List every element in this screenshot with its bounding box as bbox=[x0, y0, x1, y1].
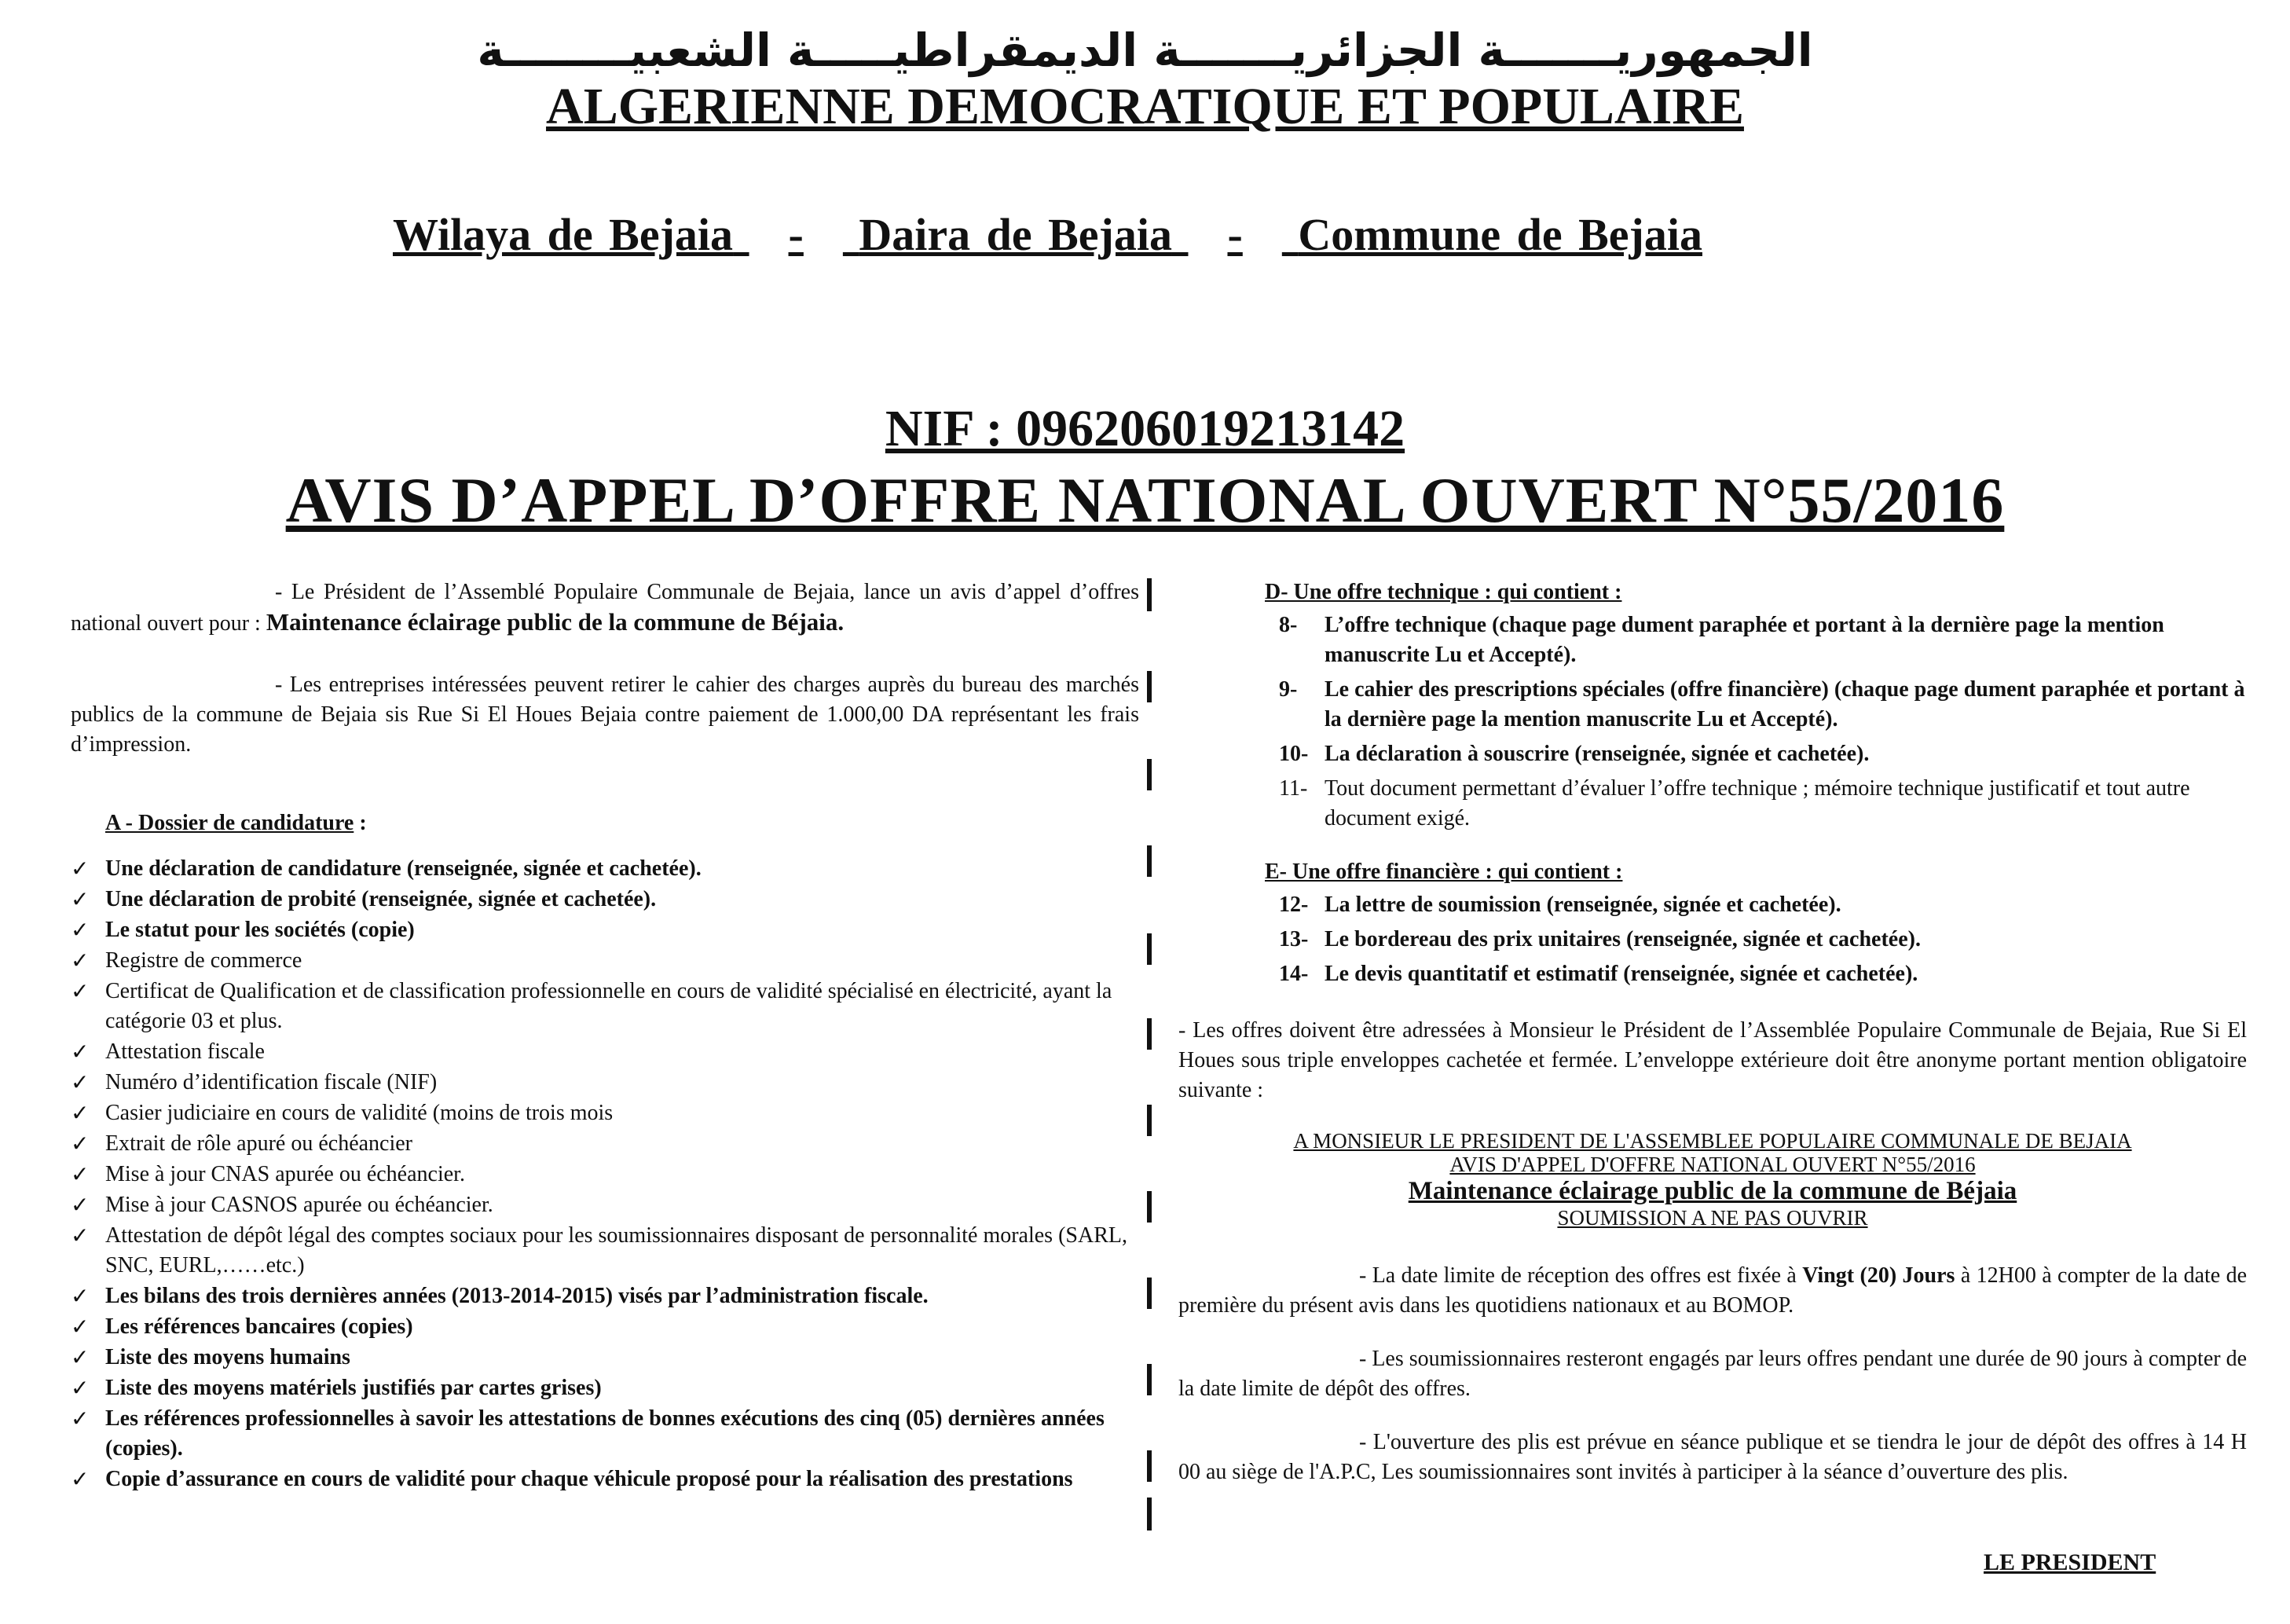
checkmark-icon: ✓ bbox=[71, 1131, 90, 1157]
financial-offer-item-text: La lettre de soumission (renseignée, signée et cachetée). bbox=[1325, 893, 1841, 917]
divider-dash bbox=[1147, 1498, 1152, 1531]
item-number: 8- bbox=[1279, 613, 1298, 637]
item-number: 13- bbox=[1279, 927, 1309, 951]
checkmark-icon: ✓ bbox=[71, 1161, 90, 1187]
candidature-item bbox=[71, 1129, 1139, 1159]
column-divider bbox=[1138, 578, 1160, 1537]
arabic-state-title: الجمهوريـــــــة الجزائريـــــــة الديمقراطيـــــة الشعبيــــــــة bbox=[477, 24, 1813, 77]
candidature-item bbox=[71, 885, 1139, 915]
candidature-item bbox=[71, 915, 1139, 945]
candidature-item-text: Une déclaration de probité (renseignée, signée et cachetée). bbox=[105, 887, 657, 911]
divider-dash bbox=[1147, 578, 1152, 611]
daira-label: Daira de Bejaia bbox=[859, 209, 1172, 260]
candidature-item-text: Mise à jour CASNOS apurée ou échéancier. bbox=[105, 1193, 493, 1217]
technical-offer-item bbox=[1279, 675, 2247, 735]
technical-offer-item bbox=[1279, 739, 2247, 769]
separator: - bbox=[788, 209, 804, 260]
technical-offer-item-text: Le cahier des prescriptions spéciales (offre financière) (chaque page dument paraphée et portant à la dernière page la mention manuscrite Lu et Accepté). bbox=[1325, 677, 2245, 731]
checkmark-icon: ✓ bbox=[71, 1375, 90, 1401]
candidature-item bbox=[71, 1160, 1139, 1190]
candidature-item bbox=[71, 1373, 1139, 1403]
opening-paragraph: - L'ouverture des plis est prévue en séance publique et se tiendra le jour de dépôt des offres à 14 H 00 au siège de l'A.P.C, Les soumissionnaires sont invités à participer à la séance d’ouverture des plis. bbox=[1178, 1430, 2247, 1484]
candidature-item bbox=[71, 1098, 1139, 1128]
checkmark-icon: ✓ bbox=[71, 1069, 90, 1095]
deadline-suffix: à 12H00 à compter de la date de première du présent avis dans les quotidiens nationaux et au BOMOP. bbox=[1178, 1263, 2248, 1318]
candidature-item-text: Extrait de rôle apuré ou échéancier bbox=[105, 1131, 413, 1156]
divider-dash bbox=[1147, 1018, 1152, 1050]
financial-offer-item bbox=[1279, 959, 2247, 989]
divider-dash bbox=[1147, 1105, 1152, 1136]
candidature-item-text: Certificat de Qualification et de classification professionnelle en cours de validité spécialisé en électricité, ayant la catégorie 03 et plus. bbox=[105, 979, 1112, 1033]
right-column bbox=[1178, 577, 2247, 1487]
envelope-line-2: AVIS D'APPEL D'OFFRE NATIONAL OUVERT N°55/2016 bbox=[1449, 1153, 1976, 1176]
intro-text: - Le Président de l’Assemblé Populaire Communale de Bejaia, lance un avis d’appel d’offres national ouvert pour : bbox=[71, 580, 1139, 636]
intro-paragraph bbox=[71, 577, 1139, 639]
nif-number: NIF : 096206019213142 bbox=[885, 400, 1405, 457]
deadline-paragraph bbox=[1178, 1261, 2247, 1321]
candidature-item-text: Mise à jour CNAS apurée ou échéancier. bbox=[105, 1162, 465, 1186]
item-number: 14- bbox=[1279, 962, 1309, 986]
technical-offer-item-text: L’offre technique (chaque page dument paraphée et portant à la dernière page la mention manuscrite Lu et Accepté). bbox=[1325, 613, 2164, 667]
candidature-item-text: Registre de commerce bbox=[105, 948, 302, 973]
checkmark-icon: ✓ bbox=[71, 886, 90, 912]
technical-offer-item bbox=[1279, 610, 2247, 670]
left-column bbox=[71, 577, 1139, 1495]
technical-offer-list bbox=[1279, 610, 2247, 834]
item-number: 11- bbox=[1279, 776, 1308, 801]
candidature-item-text: Numéro d’identification fiscale (NIF) bbox=[105, 1070, 438, 1094]
section-d-title: D- Une offre technique : qui contient : bbox=[1265, 580, 1622, 604]
address-note: - Les offres doivent être adressées à Monsieur le Président de l’Assemblée Populaire Communale de Bejaia, Rue Si El Houes sous triple enveloppes cachetée et fermée. L’enveloppe extérieure doit être anonyme portant mention obligatoire suivante : bbox=[1178, 1018, 2247, 1102]
checkmark-icon: ✓ bbox=[71, 917, 90, 943]
financial-offer-item-text: Le devis quantitatif et estimatif (renseignée, signée et cachetée). bbox=[1325, 962, 1918, 986]
checkmark-icon: ✓ bbox=[71, 1192, 90, 1218]
checkmark-icon: ✓ bbox=[71, 1223, 90, 1248]
checkmark-icon: ✓ bbox=[71, 1314, 90, 1340]
checkmark-icon: ✓ bbox=[71, 978, 90, 1004]
candidature-checklist bbox=[71, 854, 1139, 1494]
notice-title: AVIS D’APPEL D’OFFRE NATIONAL OUVERT N°55/2016 bbox=[285, 464, 2005, 536]
divider-dash bbox=[1147, 759, 1152, 790]
checkmark-icon: ✓ bbox=[71, 1100, 90, 1126]
deadline-duration: Vingt (20) Jours bbox=[1802, 1263, 1955, 1288]
deadline-prefix: - La date limite de réception des offres est fixée à bbox=[1359, 1263, 1797, 1288]
envelope-mention bbox=[1178, 1129, 2247, 1230]
engagement-paragraph: - Les soumissionnaires resteront engagés par leurs offres pendant une durée de 90 jours à compter de la date limite de dépôt des offres. bbox=[1178, 1347, 2248, 1401]
section-e-title: E- Une offre financière : qui contient : bbox=[1265, 860, 1623, 884]
divider-dash bbox=[1147, 1450, 1152, 1482]
checkmark-icon: ✓ bbox=[71, 1283, 90, 1309]
divider-dash bbox=[1147, 671, 1152, 702]
checkmark-icon: ✓ bbox=[71, 1344, 90, 1370]
candidature-item bbox=[71, 1343, 1139, 1373]
candidature-item bbox=[71, 1037, 1139, 1067]
candidature-item-text: Les bilans des trois dernières années (2013-2014-2015) visés par l’administration fiscale. bbox=[105, 1284, 929, 1308]
candidature-item-text: Casier judiciaire en cours de validité (moins de trois mois bbox=[105, 1101, 614, 1125]
checkmark-icon: ✓ bbox=[71, 1406, 90, 1432]
candidature-item bbox=[71, 1190, 1139, 1220]
wilaya-label: Wilaya de Bejaia bbox=[393, 209, 734, 260]
candidature-item-text: Liste des moyens matériels justifiés par cartes grises) bbox=[105, 1376, 602, 1400]
divider-dash bbox=[1147, 1278, 1152, 1309]
candidature-item-text: Liste des moyens humains bbox=[105, 1345, 350, 1369]
divider-dash bbox=[1147, 1191, 1152, 1223]
withdrawal-paragraph: - Les entreprises intéressées peuvent retirer le cahier des charges auprès du bureau des marchés publics de la commune de Bejaia sis Rue Si El Houes Bejaia contre paiement de 1.000,00 DA représentant les frais d’impression. bbox=[71, 673, 1139, 757]
item-number: 9- bbox=[1279, 677, 1298, 702]
candidature-item bbox=[71, 1465, 1139, 1494]
divider-dash bbox=[1147, 845, 1152, 877]
envelope-line-1: A MONSIEUR LE PRESIDENT DE L'ASSEMBLEE POPULAIRE COMMUNALE DE BEJAIA bbox=[1293, 1129, 2132, 1153]
french-state-title: ALGERIENNE DEMOCRATIQUE ET POPULAIRE bbox=[546, 78, 1744, 135]
candidature-item bbox=[71, 946, 1139, 976]
financial-offer-item-text: Le bordereau des prix unitaires (renseignée, signée et cachetée). bbox=[1325, 927, 1921, 951]
envelope-line-3: Maintenance éclairage public de la commune de Béjaia bbox=[1408, 1177, 2017, 1205]
candidature-item-text: Une déclaration de candidature (renseignée, signée et cachetée). bbox=[105, 856, 702, 881]
technical-offer-item-text: La déclaration à souscrire (renseignée, signée et cachetée). bbox=[1325, 742, 1870, 766]
financial-offer-item bbox=[1279, 890, 2247, 920]
candidature-item-text: Les références professionnelles à savoir les attestations de bonnes exécutions des cinq (05) dernières années (copies). bbox=[105, 1406, 1105, 1461]
signature-label: LE PRESIDENT bbox=[1984, 1549, 2156, 1575]
candidature-item bbox=[71, 854, 1139, 884]
candidature-item-text: Le statut pour les sociétés (copie) bbox=[105, 918, 415, 942]
candidature-item bbox=[71, 1404, 1139, 1464]
financial-offer-item bbox=[1279, 925, 2247, 955]
checkmark-icon: ✓ bbox=[71, 1466, 90, 1492]
divider-dash bbox=[1147, 1364, 1152, 1395]
candidature-item bbox=[71, 1281, 1139, 1311]
candidature-item-text: Attestation de dépôt légal des comptes sociaux pour les soumissionnaires disposant de personnalité morales (SARL, SNC, EURL,……etc.) bbox=[105, 1223, 1127, 1278]
technical-offer-item-text: Tout document permettant d’évaluer l’offre technique ; mémoire technique justificatif et tout autre document exigé. bbox=[1325, 776, 2190, 830]
candidature-item bbox=[71, 1312, 1139, 1342]
candidature-item bbox=[71, 1221, 1139, 1281]
checkmark-icon: ✓ bbox=[71, 856, 90, 882]
item-number: 10- bbox=[1279, 742, 1309, 766]
section-a-title: A - Dossier de candidature bbox=[105, 811, 354, 835]
candidature-item-text: Les références bancaires (copies) bbox=[105, 1314, 413, 1339]
candidature-item-text: Copie d’assurance en cours de validité pour chaque véhicule proposé pour la réalisation des prestations bbox=[105, 1467, 1073, 1491]
item-number: 12- bbox=[1279, 893, 1309, 917]
candidature-item-text: Attestation fiscale bbox=[105, 1039, 265, 1064]
section-a-colon: : bbox=[359, 811, 367, 835]
divider-dash bbox=[1147, 933, 1152, 965]
candidature-item bbox=[71, 1068, 1139, 1098]
checkmark-icon: ✓ bbox=[71, 948, 90, 973]
envelope-line-4: SOUMISSION A NE PAS OUVRIR bbox=[1557, 1206, 1868, 1230]
technical-offer-item bbox=[1279, 774, 2247, 834]
candidature-item bbox=[71, 977, 1139, 1036]
administrative-line bbox=[393, 208, 1728, 261]
financial-offer-list bbox=[1279, 890, 2247, 989]
tender-object: Maintenance éclairage public de la commune de Béjaia. bbox=[266, 608, 845, 636]
commune-label: Commune de Bejaia bbox=[1298, 209, 1702, 260]
separator: - bbox=[1227, 209, 1243, 260]
section-a-heading bbox=[105, 808, 1139, 838]
checkmark-icon: ✓ bbox=[71, 1039, 90, 1065]
